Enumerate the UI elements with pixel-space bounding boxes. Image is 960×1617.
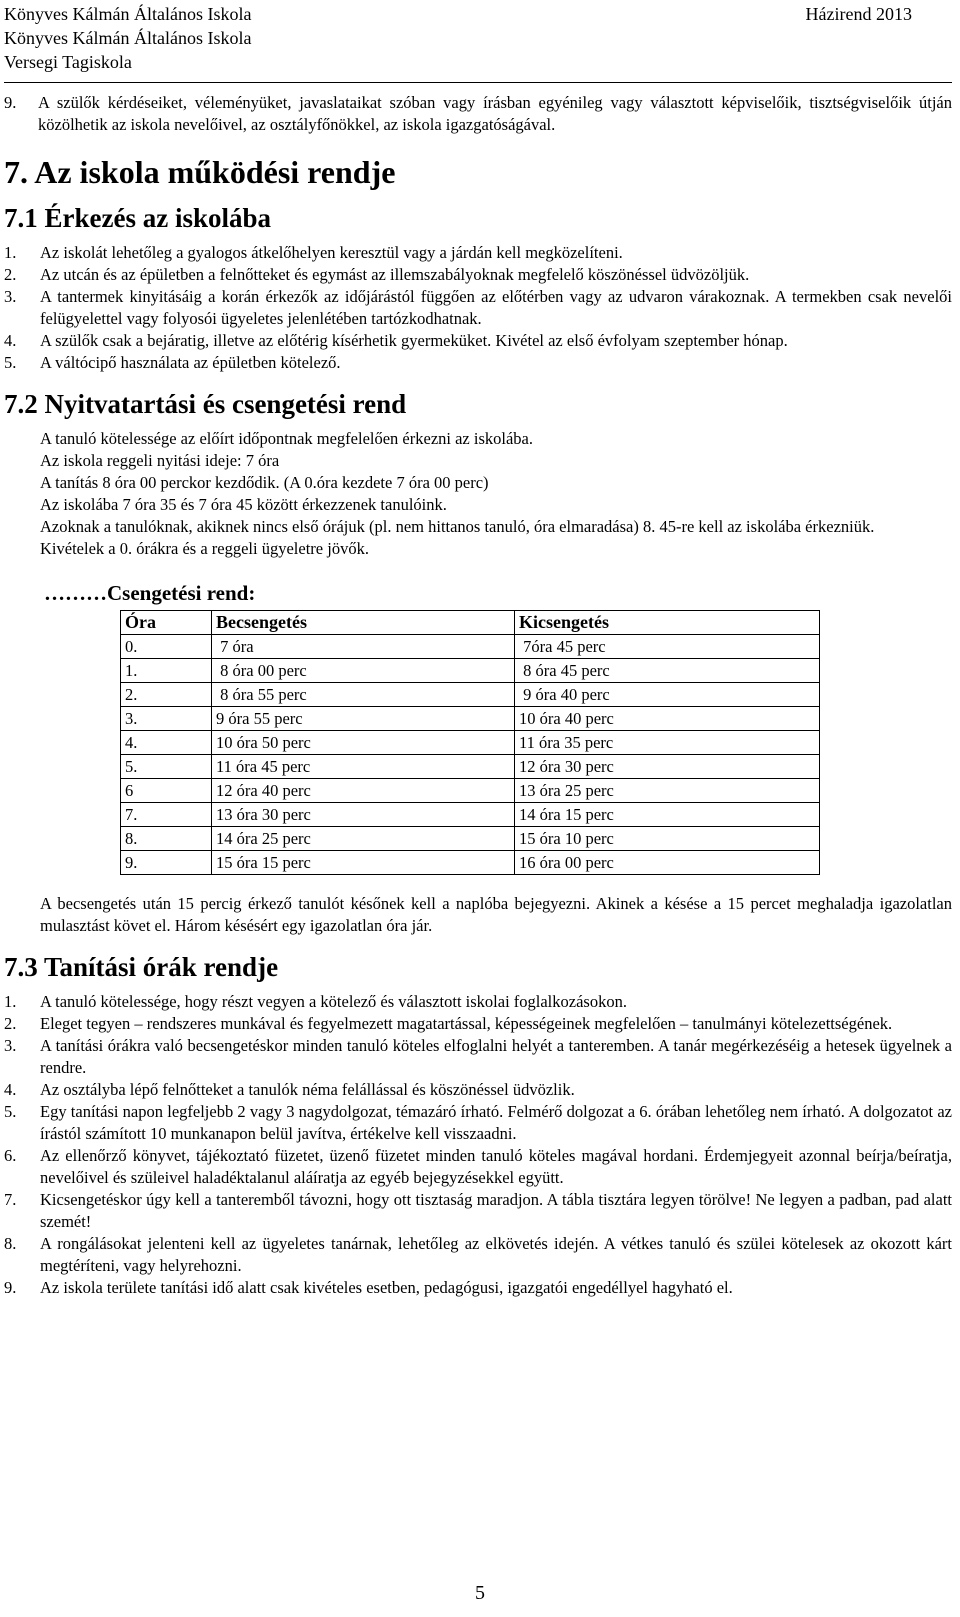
list-item — [4, 264, 952, 286]
table-row — [121, 707, 820, 731]
school-name-repeat: Könyves Kálmán Általános Iskola — [4, 28, 252, 48]
list-item — [4, 1079, 952, 1101]
list-item-number: 9. — [4, 1278, 17, 1297]
text-line: Azoknak a tanulóknak, akiknek nincs első órájuk (pl. nem hittanos tanuló, óra elmaradása) 8. 45-re kell az iskolába érkezniük. — [40, 517, 875, 536]
section-7-3-heading: 7.3 Tanítási órák rendje — [4, 952, 279, 982]
cell-start: 7 óra — [212, 635, 515, 659]
list-item-text: A tantermek kinyitásáig a korán érkezők az időjárástól függően az előtérben vagy az udvaron várakoznak. A termekben csak nevelői felügyelettel vagy folyosói ügyeletes jelenlétében tartózkodhatnak. — [40, 287, 952, 328]
list-item-number: 3. — [4, 287, 17, 306]
text-line: Kivételek a 0. órákra és a reggeli ügyeletre jövők. — [40, 539, 369, 558]
intro-text: A szülők kérdéseiket, véleményüket, javaslataikat szóban vagy írásban egyénileg vagy választott képviselőik, tisztségviselőik útján közölhetik az iskola nevelőivel, az osztályfőnökkel, az iskola igazgatóságával. — [38, 93, 952, 134]
list-item-number: 1. — [4, 992, 17, 1011]
section-7-heading: 7. Az iskola működési rendje — [4, 154, 396, 190]
list-item-number: 5. — [4, 1102, 17, 1121]
cell-start: 15 óra 15 perc — [212, 851, 515, 875]
text-line: A tanítás 8 óra 00 perckor kezdődik. (A 0.óra kezdete 7 óra 00 perc) — [40, 473, 489, 492]
cell-start: 13 óra 30 perc — [212, 803, 515, 827]
list-item-text: Az iskola területe tanítási idő alatt csak kivételes esetben, pedagógusi, igazgatói engedéllyel hagyható el. — [40, 1278, 733, 1297]
document-title: Házirend 2013 — [805, 4, 912, 24]
header-cell-lesson: Óra — [121, 611, 212, 635]
list-item-number: 7. — [4, 1190, 17, 1209]
list-item — [4, 1101, 952, 1145]
bell-schedule-table — [120, 610, 820, 875]
cell-end: 11 óra 35 perc — [515, 731, 820, 755]
list-item-number: 6. — [4, 1146, 17, 1165]
table-row — [121, 779, 820, 803]
list-item — [4, 1189, 952, 1233]
cell-end: 15 óra 10 perc — [515, 827, 820, 851]
cell-end: 8 óra 45 perc — [515, 659, 820, 683]
list-item-number: 8. — [4, 1234, 17, 1253]
list-item-text: Az ellenőrző könyvet, tájékoztató füzetet, üzenő füzetet minden tanuló köteles magával hordani. Érdemjegyeit azonnal beírja/beíratja, nevelőivel és szüleivel haladéktalanul aláíratja az egyéb bejegyzésekkel együtt. — [40, 1146, 952, 1187]
text-line: Az iskola reggeli nyitási ideje: 7 óra — [40, 451, 280, 470]
list-item-text: Az utcán és az épületben a felnőtteket és egymást az illemszabályoknak megfelelő köszönéssel üdvözöljük. — [40, 265, 750, 284]
list-item-text: A tanuló kötelessége, hogy részt vegyen a kötelező és választott iskolai foglalkozásokon. — [40, 992, 627, 1011]
cell-lesson: 7. — [121, 803, 212, 827]
branch-name: Versegi Tagiskola — [4, 52, 132, 72]
table-row — [121, 635, 820, 659]
list-item — [4, 242, 952, 264]
table-row — [121, 755, 820, 779]
cell-start: 10 óra 50 perc — [212, 731, 515, 755]
header-cell-start: Becsengetés — [212, 611, 515, 635]
intro-number: 9. — [4, 93, 17, 112]
cell-start: 8 óra 00 perc — [212, 659, 515, 683]
list-item — [4, 1145, 952, 1189]
list-item-number: 2. — [4, 1014, 17, 1033]
list-item-number: 3. — [4, 1036, 17, 1055]
page-number: 5 — [475, 1582, 485, 1604]
cell-end: 10 óra 40 perc — [515, 707, 820, 731]
list-item-number: 2. — [4, 265, 17, 284]
cell-lesson: 5. — [121, 755, 212, 779]
cell-lesson: 6 — [121, 779, 212, 803]
text-line: A tanuló kötelessége az előírt időpontnak megfelelően érkezni az iskolába. — [40, 429, 533, 448]
list-item-number: 1. — [4, 243, 17, 262]
cell-start: 14 óra 25 perc — [212, 827, 515, 851]
list-item — [4, 1035, 952, 1079]
cell-start: 11 óra 45 perc — [212, 755, 515, 779]
list-item-text: Az osztályba lépő felnőtteket a tanulók néma felállással és köszönéssel üdvözlik. — [40, 1080, 575, 1099]
list-item-text: A váltócipő használata az épületben kötelező. — [40, 353, 341, 372]
opening-hours-text — [4, 428, 952, 560]
school-name: Könyves Kálmán Általános Iskola — [4, 4, 252, 24]
arrival-list — [4, 242, 952, 374]
list-item-text: Eleget tegyen – rendszeres munkával és fegyelmezett magatartással, képességeinek megfelelően – tanulmányi kötelezettségének. — [40, 1014, 893, 1033]
cell-lesson: 2. — [121, 683, 212, 707]
table-row — [121, 683, 820, 707]
list-item-text: Kicsengetéskor úgy kell a tanteremből távozni, hogy ott tisztaság maradjon. A tábla tisztára legyen törölve! Ne legyen a padban, pad alatt szemét! — [40, 1190, 952, 1231]
list-item — [4, 1013, 952, 1035]
cell-lesson: 3. — [121, 707, 212, 731]
cell-end: 16 óra 00 perc — [515, 851, 820, 875]
lesson-rules-list — [4, 991, 952, 1299]
cell-lesson: 8. — [121, 827, 212, 851]
page-body — [4, 92, 952, 1299]
page-header — [4, 0, 952, 83]
table-row — [121, 803, 820, 827]
cell-end: 14 óra 15 perc — [515, 803, 820, 827]
list-item — [4, 330, 952, 352]
bell-schedule-title: ………Csengetési rend: — [44, 581, 256, 605]
list-item-text: Az iskolát lehetőleg a gyalogos átkelőhelyen keresztül vagy a járdán kell megközelíteni. — [40, 243, 623, 262]
list-item — [4, 286, 952, 330]
table-header-row — [121, 611, 820, 635]
cell-end: 9 óra 40 perc — [515, 683, 820, 707]
cell-lesson: 1. — [121, 659, 212, 683]
section-7-1-heading: 7.1 Érkezés az iskolába — [4, 203, 271, 233]
list-item-text: A rongálásokat jelenteni kell az ügyeletes tanárnak, lehetőleg az elkövetés idején. A vétkes tanuló és szülei kötelesek az okozott kárt megtéríteni, vagy helyrehozni. — [40, 1234, 952, 1275]
list-item — [4, 1233, 952, 1277]
cell-start: 12 óra 40 perc — [212, 779, 515, 803]
table-row — [121, 659, 820, 683]
table-row — [121, 731, 820, 755]
cell-start: 9 óra 55 perc — [212, 707, 515, 731]
intro-paragraph — [4, 92, 952, 136]
list-item-number: 5. — [4, 353, 17, 372]
table-row — [121, 827, 820, 851]
cell-lesson: 0. — [121, 635, 212, 659]
list-item-number: 4. — [4, 331, 17, 350]
section-7-2-heading: 7.2 Nyitvatartási és csengetési rend — [4, 389, 407, 419]
table-row — [121, 851, 820, 875]
cell-end: 7óra 45 perc — [515, 635, 820, 659]
list-item — [4, 1277, 952, 1299]
list-item-text: A tanítási órákra való becsengetéskor minden tanuló köteles elfoglalni helyét a tanteremben. A tanár megérkezéséig a hetesek ügyelnek a rendre. — [40, 1036, 952, 1077]
text-line: Az iskolába 7 óra 35 és 7 óra 45 között érkezzenek tanulóink. — [40, 495, 447, 514]
cell-end: 12 óra 30 perc — [515, 755, 820, 779]
cell-lesson: 9. — [121, 851, 212, 875]
list-item-number: 4. — [4, 1080, 17, 1099]
list-item — [4, 352, 952, 374]
late-arrival-paragraph: A becsengetés után 15 percig érkező tanulót későnek kell a naplóba bejegyezni. Akinek a késése a 15 percet meghaladja igazolatlan mulasztást követ el. Három késésért egy igazolatlan óra jár. — [40, 894, 952, 935]
cell-start: 8 óra 55 perc — [212, 683, 515, 707]
list-item — [4, 991, 952, 1013]
list-item-text: A szülők csak a bejáratig, illetve az előtérig kísérhetik gyermeküket. Kivétel az első évfolyam szeptember hónap. — [40, 331, 788, 350]
header-cell-end: Kicsengetés — [515, 611, 820, 635]
cell-end: 13 óra 25 perc — [515, 779, 820, 803]
list-item-text: Egy tanítási napon legfeljebb 2 vagy 3 nagydolgozat, témazáró írható. Felmérő dolgozat a 6. órában lehetőleg nem írható. A dolgozatot az írástól számított 10 munkanapon belül javítva, értékelve kell visszaadni. — [40, 1102, 952, 1143]
cell-lesson: 4. — [121, 731, 212, 755]
